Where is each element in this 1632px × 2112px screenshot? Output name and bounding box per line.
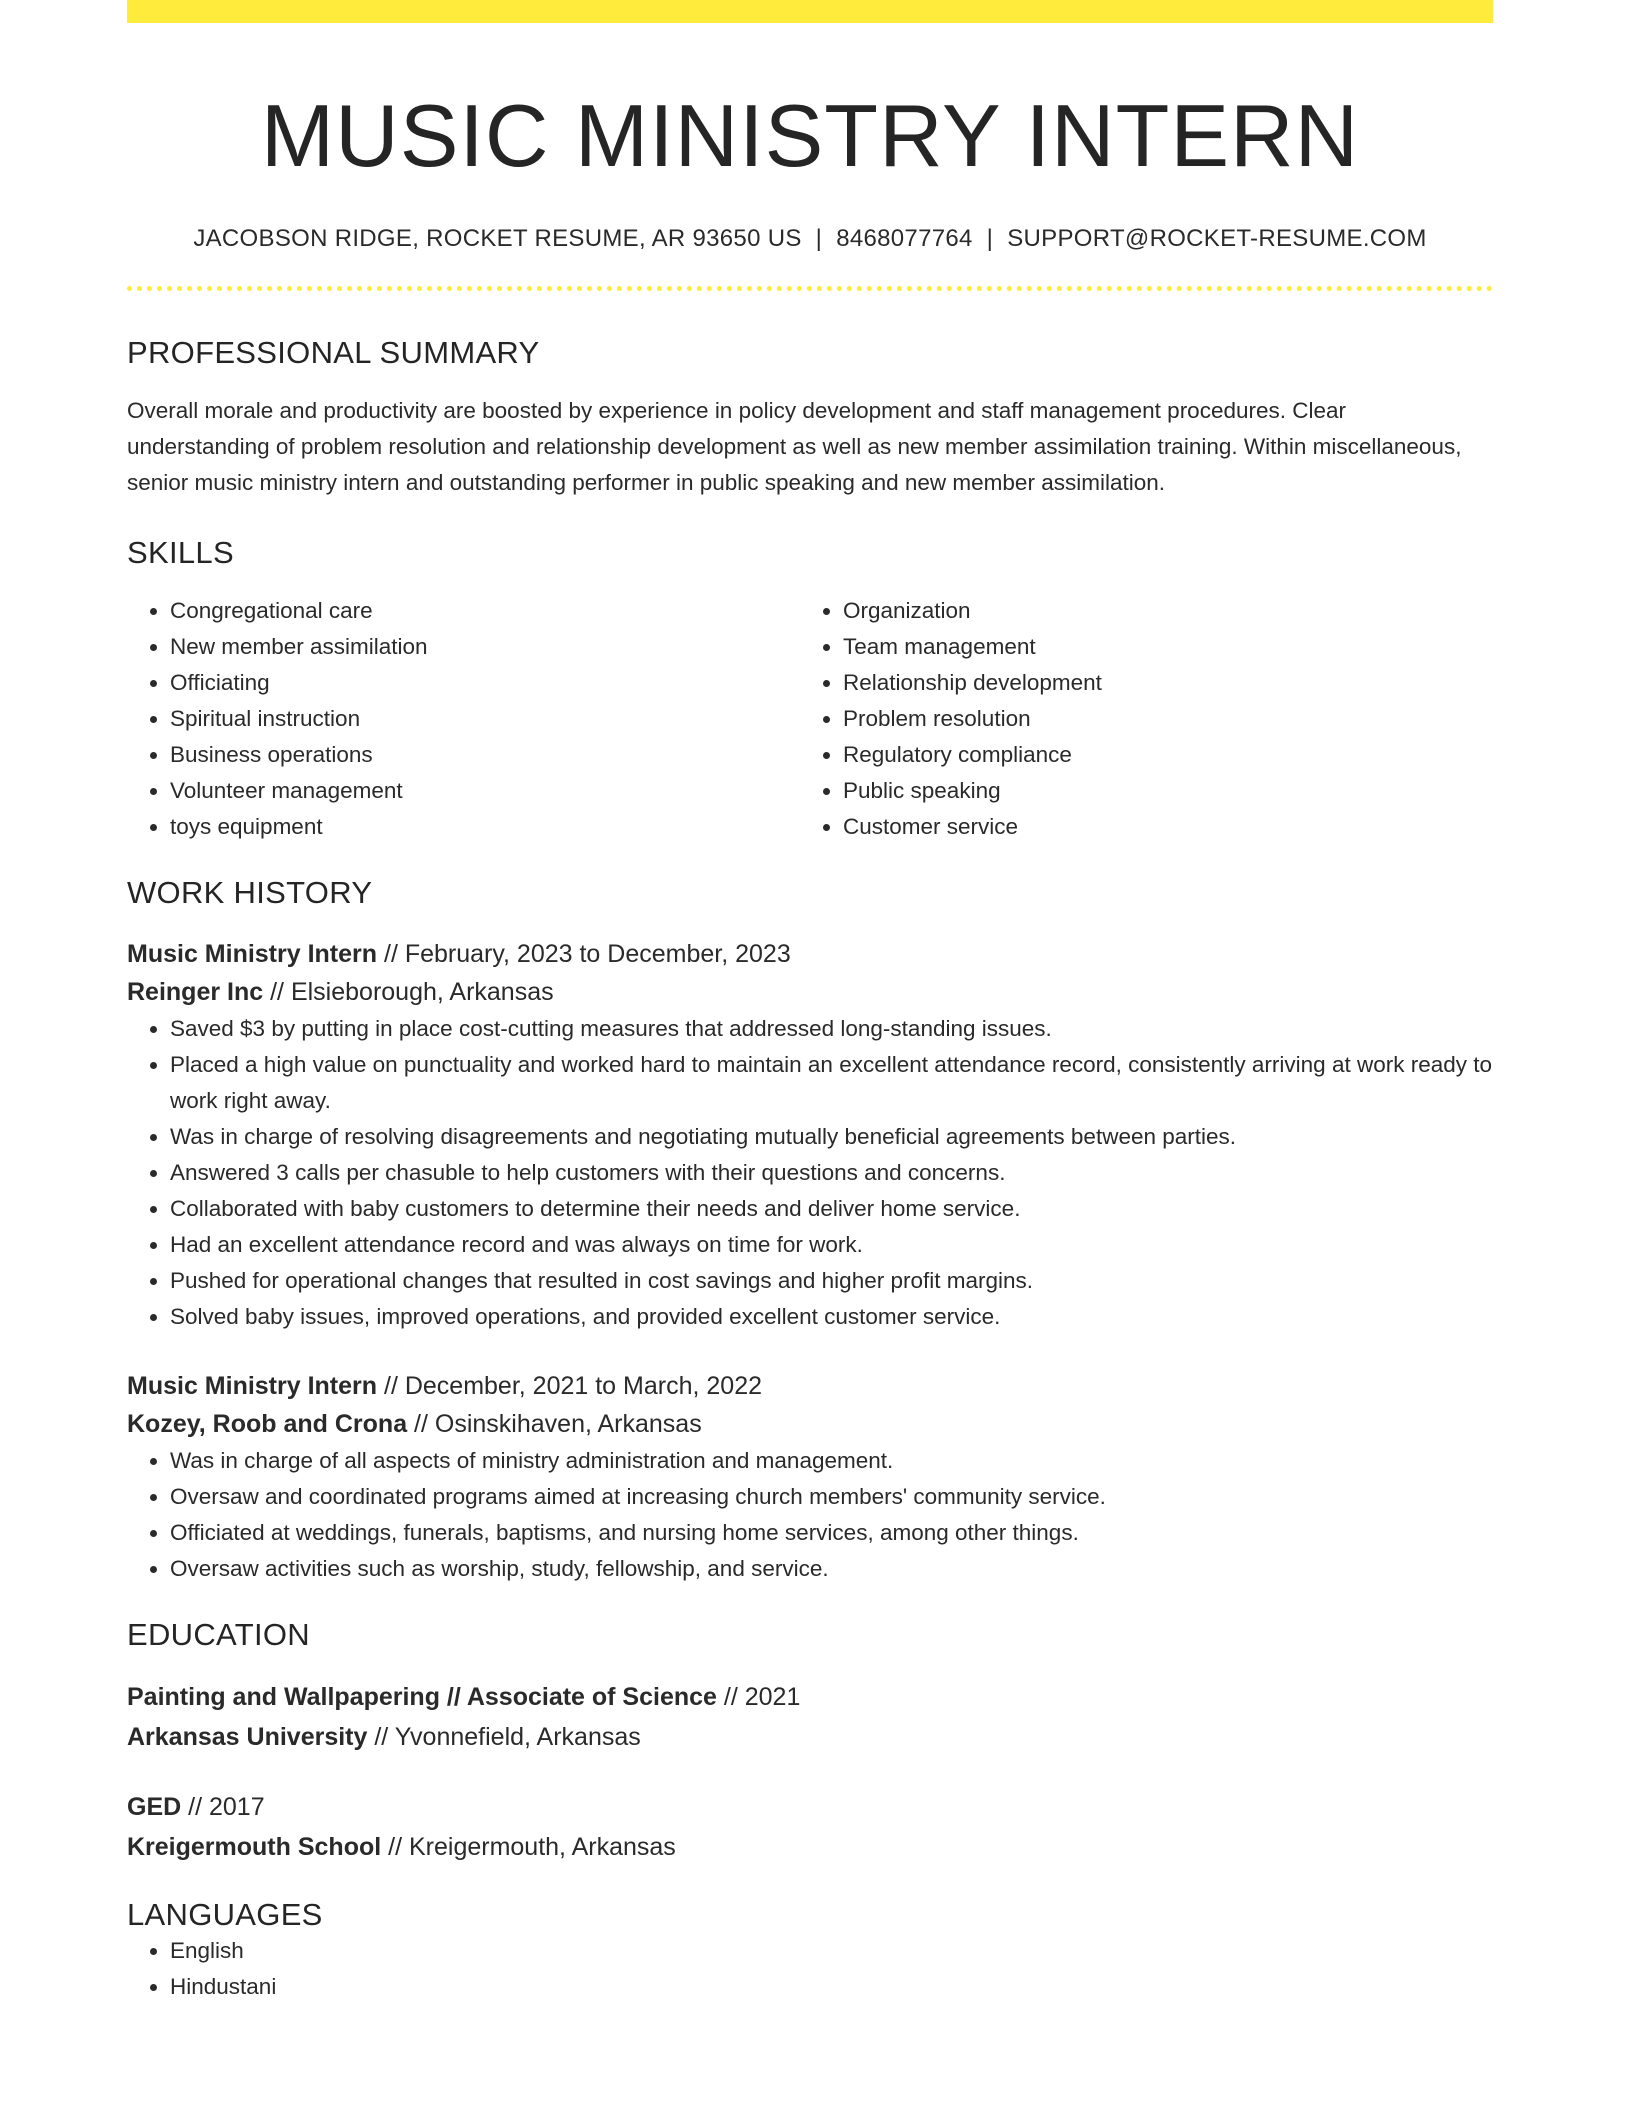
skill-item: • Team management (843, 629, 1473, 665)
education-entry (127, 1787, 1493, 1867)
skill-item: • Officiating (170, 665, 800, 701)
skill-item: • Relationship development (843, 665, 1473, 701)
job-company: Reinger Inc (127, 977, 264, 1006)
job-role: Music Ministry Intern (127, 1371, 378, 1400)
job-duty: • Was in charge of all aspects of ministry administration and management. (170, 1443, 1493, 1479)
skill-item: • Regulatory compliance (843, 737, 1473, 773)
skills-grid (127, 593, 1493, 845)
job-duty: • Pushed for operational changes that resulted in cost savings and higher profit margins. (170, 1263, 1493, 1299)
skill-item: • toys equipment (170, 809, 800, 845)
job-company-line (127, 973, 1493, 1011)
job-duties-list (127, 1443, 1493, 1587)
school-location: Yvonnefield, Arkansas (394, 1722, 641, 1751)
job-duty: • Placed a high value on punctuality and worked hard to maintain an excellent attendance record, consistently arriving at work ready to work right away. (170, 1047, 1493, 1119)
skills-heading: SKILLS (127, 534, 234, 570)
contact-separator: | (815, 224, 823, 252)
job-title-line (127, 1367, 1493, 1405)
degree-year: 2021 (744, 1682, 801, 1711)
job-location: Elsieborough, Arkansas (290, 977, 554, 1006)
job-duty: • Had an excellent attendance record and was always on time for work. (170, 1227, 1493, 1263)
field-separator: // (367, 1722, 395, 1751)
contact-line (127, 225, 1493, 253)
job-dates: February, 2023 to December, 2023 (404, 939, 791, 968)
job-duty: • Solved baby issues, improved operations, and provided excellent customer service. (170, 1299, 1493, 1335)
skill-item: • Public speaking (843, 773, 1473, 809)
skills-list-left (127, 593, 800, 845)
education-heading: EDUCATION (127, 1616, 310, 1652)
job-entry-header (127, 1367, 1493, 1443)
job-dates: December, 2021 to March, 2022 (404, 1371, 762, 1400)
skills-list-right (800, 593, 1473, 845)
resume-name: MUSIC MINISTRY INTERN (260, 86, 1360, 185)
degree-year: 2017 (208, 1792, 265, 1821)
skill-item: • Organization (843, 593, 1473, 629)
school-line (127, 1717, 1493, 1757)
job-duty: • Officiated at weddings, funerals, baptisms, and nursing home services, among other things. (170, 1515, 1493, 1551)
field-separator: // (377, 1371, 405, 1400)
skill-item: • Congregational care (170, 593, 800, 629)
job-duty: • Was in charge of resolving disagreements and negotiating mutually beneficial agreements between parties. (170, 1119, 1493, 1155)
languages-heading: LANGUAGES (127, 1896, 323, 1932)
skill-item: • Customer service (843, 809, 1473, 845)
job-duties-list (127, 1011, 1493, 1335)
field-separator: // (381, 1832, 409, 1861)
field-separator: // (181, 1792, 209, 1821)
school-name: Kreigermouth School (127, 1832, 382, 1861)
job-duty: • Oversaw and coordinated programs aimed at increasing church members' community service. (170, 1479, 1493, 1515)
job-duty: • Saved $3 by putting in place cost-cutting measures that addressed long-standing issues. (170, 1011, 1493, 1047)
job-duty: • Oversaw activities such as worship, study, fellowship, and service. (170, 1551, 1493, 1587)
degree-name: Painting and Wallpapering // Associate of Science (127, 1682, 717, 1711)
dotted-divider (127, 286, 1493, 291)
degree-line (127, 1677, 1493, 1717)
language-item: • Hindustani (170, 1969, 1493, 2005)
job-location: Osinskihaven, Arkansas (434, 1409, 702, 1438)
summary-text: Overall morale and productivity are boosted by experience in policy development and staff management procedures. Clear understanding of problem resolution and relationship development as well as new member assimilation training. Within miscellaneous, senior music ministry intern and outstanding performer in public speaking and new member assimilation. (127, 397, 1462, 495)
education-entry (127, 1677, 1493, 1757)
accent-top-bar (127, 0, 1493, 23)
field-separator: // (377, 939, 405, 968)
job-duty: • Collaborated with baby customers to determine their needs and deliver home service. (170, 1191, 1493, 1227)
job-duty: • Answered 3 calls per chasuble to help customers with their questions and concerns. (170, 1155, 1493, 1191)
job-entry-header (127, 935, 1493, 1011)
languages-list (127, 1933, 1493, 2005)
work-history-heading: WORK HISTORY (127, 874, 373, 910)
skill-item: • Spiritual instruction (170, 701, 800, 737)
resume-content (127, 0, 1493, 2005)
field-separator: // (407, 1409, 435, 1438)
summary-heading: PROFESSIONAL SUMMARY (127, 334, 540, 370)
skill-item: • Volunteer management (170, 773, 800, 809)
job-title-line (127, 935, 1493, 973)
skills-column-left (127, 593, 800, 845)
skill-item: • New member assimilation (170, 629, 800, 665)
contact-separator: | (986, 224, 994, 252)
degree-line (127, 1787, 1493, 1827)
degree-name: GED (127, 1792, 182, 1821)
school-name: Arkansas University (127, 1722, 368, 1751)
school-line (127, 1827, 1493, 1867)
job-company: Kozey, Roob and Crona (127, 1409, 408, 1438)
skills-column-right (800, 593, 1473, 845)
field-separator: // (263, 977, 291, 1006)
contact-email: SUPPORT@ROCKET-RESUME.COM (1007, 224, 1427, 252)
job-company-line (127, 1405, 1493, 1443)
field-separator: // (716, 1682, 745, 1711)
skill-item: • Problem resolution (843, 701, 1473, 737)
school-location: Kreigermouth, Arkansas (408, 1832, 676, 1861)
contact-address: JACOBSON RIDGE, ROCKET RESUME, AR 93650 US (193, 224, 802, 252)
contact-phone: 8468077764 (836, 224, 973, 252)
job-role: Music Ministry Intern (127, 939, 378, 968)
skill-item: • Business operations (170, 737, 800, 773)
language-item: • English (170, 1933, 1493, 1969)
